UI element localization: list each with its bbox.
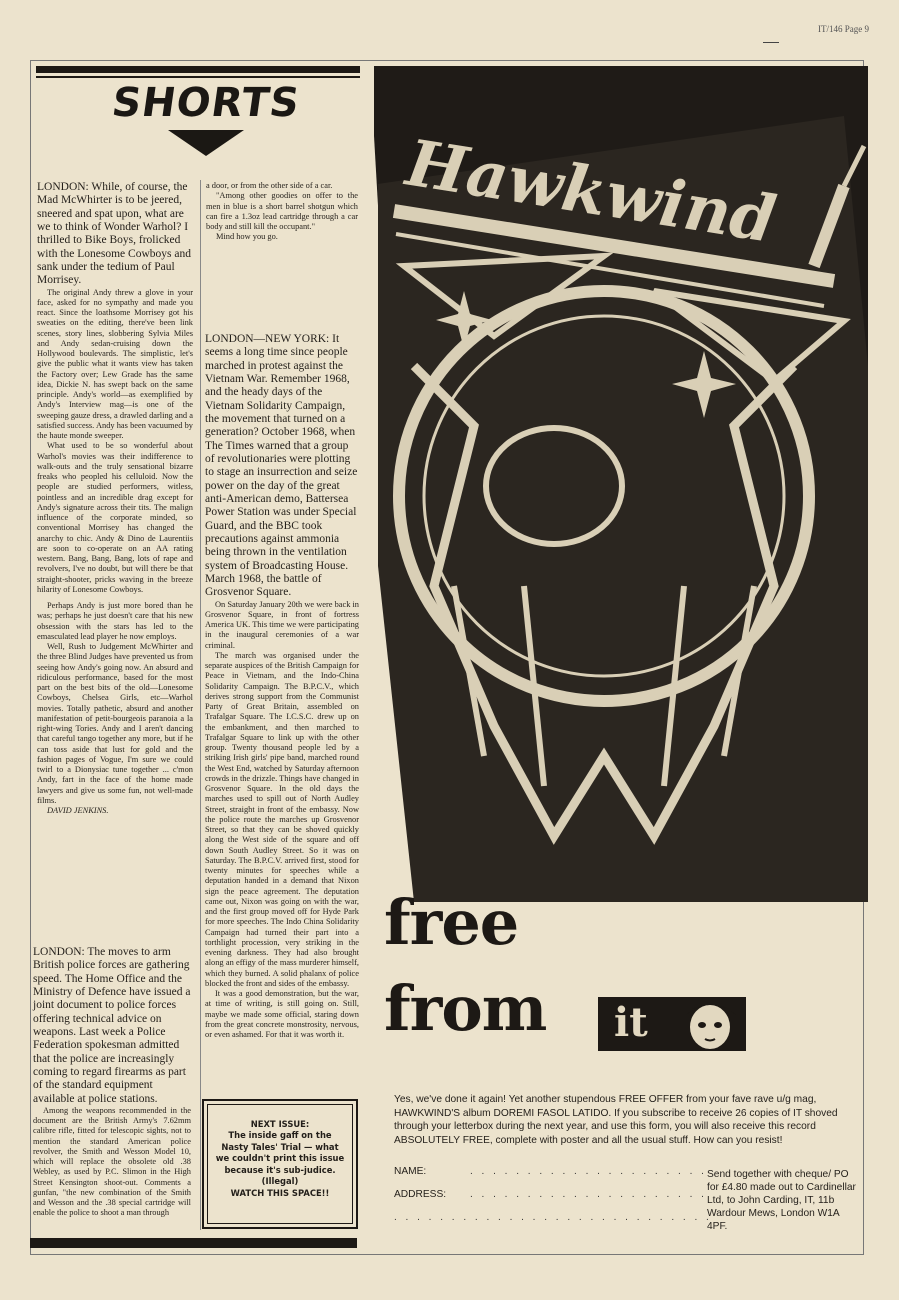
warhol-paragraph-1: The original Andy threw a glove in your face, asked for no sympathy and made you react. Since the loathsome Morrisey got his sweaties on the editing, there've been link scenes, story lines, slobbering Sylvia Miles and Andy sedan-cruising down the Hollywood boulevards. The simplistic, let's give the public what it wants view has taken the Factory over; Lew Grade has the same idea, Dickie N. has swept back on the same principle. Andy's world—as exemplified by Andy's Interview mag—is one of the sweeping gauze dress, a drawled darling and a satisfied success. Andy has been vacuumed by the haute monde sweeper. xyxy=(37,287,193,441)
address-line-2[interactable]: . . . . . . . . . . . . . . . . . . . . . . . . . . . . xyxy=(394,1212,712,1223)
name-line[interactable]: . . . . . . . . . . . . . . . . . . . . . xyxy=(470,1166,707,1177)
shorts-header xyxy=(96,80,316,170)
from-headline: from xyxy=(384,972,547,1045)
top-rule-thin xyxy=(36,76,360,78)
next-issue-body: The inside gaff on the Nasty Tales' Trial — what we couldn't print this issue because it's sub-judice. (Illegal) xyxy=(215,1130,345,1187)
down-arrow-icon xyxy=(168,130,244,156)
free-headline: free xyxy=(384,886,519,959)
police-continued xyxy=(206,181,358,243)
warhol-byline: DAVID JENKINS. xyxy=(47,806,109,816)
shorts-title: SHORTS xyxy=(109,80,303,126)
new-york-paragraph-3: It was a good demonstration, but the war, at time of writing, is still going on. Still, maybe we made some official, staring down from the great concrete monstrosity, nervous, or even ashamed. For that it was worth it. xyxy=(205,989,359,1040)
it-badge xyxy=(598,997,746,1051)
bottom-rule xyxy=(30,1238,357,1248)
warhol-paragraph-4: Well, Rush to Judgement McWhirter and the three Blind Judges have prevented us from seeing how Andy's going now. An absurd and ridiculous performance, based for the most part on the best bits of the old—Lonesome Cowboys, Chelsea Girls, etc—Warhol movies. Totally pathetic, absurd and another manifestation of petit-bourgeois paranoia a la right-wing Tories. Andy and I aren't dancing that careful tango together any more, but if he can toss aside that lust for gold and the fashion pages of Vogue, I'm sure we could twirl to a Dionysiac tune together ... c'mon Andy, fart in the face of the home made lawyers and give us some fun, not well-made films. xyxy=(37,642,193,805)
warhol-lead: LONDON: While, of course, the Mad McWhirter is to be jeered, sneered and spat upon, what are we to think of Wonder Warhol? I thrilled to Bike Boys, frolicked with the Lonesome Cowboys and sank under the tedium of Paul Morrisey. xyxy=(37,181,191,287)
address-line[interactable]: . . . . . . . . . . . . . . . . . . . . . xyxy=(470,1189,707,1200)
police-paragraph-3: "Among other goodies on offer to the men in blue is a short barrel shotgun which can fire a 1.3oz lead cartridge through a car body and still kill the occupant." xyxy=(206,191,358,231)
band-name: Hawkwind xyxy=(401,125,781,259)
new-york-paragraph-1: On Saturday January 20th we were back in Grosvenor Square, in front of fortress America UK. This time we were participating in the inaugural ceremonies of a war criminal. xyxy=(205,599,359,650)
decorative-dash xyxy=(763,42,779,43)
warhol-article xyxy=(37,181,193,816)
name-label: NAME: xyxy=(394,1166,427,1177)
next-issue-heading: NEXT ISSUE: xyxy=(250,1119,310,1129)
top-rule xyxy=(36,66,360,73)
send-instructions: Send together with cheque/ PO for £4.80 made out to Cardinellar Ltd, to John Carding, IT, 11b Wardour Mews, London W1A 4PF. xyxy=(707,1169,856,1233)
page-number: IT/146 Page 9 xyxy=(818,24,869,34)
hawkwind-album-art xyxy=(374,66,868,902)
police-paragraph-1: Among the weapons recommended in the document are the British Army's 7.62mm calibre rifle, fitted for telescopic sights, not to mention the standard American police revolver, the Smith and Wesson Model 10, which will replace the obsolete old .38 Webley, as used by P.C. Slimon in the High Street Kensington shoot-out. Comments a gunfan, "the new combination of the Smith and Wesson and the .38 special cartridge will enable the police to shoot a man through xyxy=(33,1105,191,1218)
new-york-paragraph-2: The march was organised under the separate auspices of the British Campaign for Peace in Vietnam, and the Indo-China Solidarity Campaign. The B.P.C.V., which derives strong support from the Communist Party of Great Britain, assembled on Trafalgar Square. The I.C.S.C. drew up on the embankment, and then marched to Trafalgar Square to link up with the other group. Twenty thousand people led by a striking Irish girls' pipe band, marched round the West End, watched by Saturday afternoon crowds in the drizzle. Things have changed in Grosvenor Square. In the old days the marches used to spill out of North Audley Street, straight in front of the embassy. Now the police route the marches up Grosvenor Street, so that they can be shoved quickly along the West side of the square and off down South Audley Street. So it was on Saturday. The B.P.C.V. arrived first, stood for twenty minutes for speeches while a deputation handed in a demand that Nixon sign the peace agreement. The deputation came out, Nixon was going on with the war, and the first group moved off for Hyde Park for more speeches. The Indo China Solidarity Campaign had turned their part into a torthlight procession, very striking in the evening darkness. They had also brought along an effigy of the mass murderer himself, which they burned. A solid phalanx of police blocked the front and sides of the embassy. xyxy=(205,650,359,988)
next-issue-cta: WATCH THIS SPACE!! xyxy=(230,1187,330,1198)
next-issue-box xyxy=(202,1099,358,1229)
warhol-paragraph-2: What used to be so wonderful about Warhol's movies was their indifference to walk-outs and the truly sensational bizarre freaks who peopled his celluloid. Now the people are studied performers, witless, pointless and an incredible drag except for Andy's signature across their tits. The malign influence of the corporate minded, so conventional Morrisey has changed the anarchy to chic. Andy & Dino de Laurentiis are soon to co-operate on an AA rating western. Bang, Bang, Bang, lots of rape and revolvers, I've no doubt, but will there be that straight-shooter, pricks waving in the breeze hilarity of Lonesome Cowboys. xyxy=(37,441,193,594)
address-label: ADDRESS: xyxy=(394,1189,447,1200)
police-article xyxy=(33,946,191,1219)
face-illustration-icon xyxy=(674,997,744,1051)
police-lead: LONDON: The moves to arm British police forces are gathering speed. The Home Office and the Ministry of Defence have issued a joint document to police forces offering technical advice on weapons. Last week a Police Federation spokesman admitted that the police are increasingly coming to regard firearms as part of the standard equipment available at police stations. xyxy=(33,946,191,1105)
police-paragraph-2: a door, or from the other side of a car. xyxy=(206,181,333,190)
new-york-lead: LONDON—NEW YORK: It seems a long time since people marched in protest against the Vietnam War. Remember 1968, and the heady days of the Vietnam Solidarity Campaign, the movement that turned on a generation? October 1968, when The Times warned that a group of revolutionaries were plotting to stage an insurrection and seize power on the day of the great anti-American demo, Battersea Power Station was under Special Guard, and the BBC took precautions against ammonia being thrown in the ventilation system of Broadcasting House. March 1968, the battle of Grosvenor Square. xyxy=(205,333,358,599)
warhol-paragraph-3: Perhaps Andy is just more bored than he was; perhaps he just doesn't care that his new obsession with the stars has led to the emasculated lead player he now employs. xyxy=(37,601,193,641)
police-paragraph-4: Mind how you go. xyxy=(216,232,278,242)
column-divider xyxy=(200,180,201,1230)
it-logo-text: it xyxy=(614,999,648,1046)
new-york-article xyxy=(205,333,359,1040)
subscription-offer: Yes, we've done it again! Yet another stupendous FREE OFFER from your fave rave u/g mag, HAWKWIND'S album DOREMI FASOL LATIDO. If you subscribe to receive 26 copies of IT shoved through your letterbox during the next year, and use this form, you will also receive this record ABSOLUTELY FREE, complete with poster and all the usual stuff. How can you resist! xyxy=(394,1094,838,1146)
